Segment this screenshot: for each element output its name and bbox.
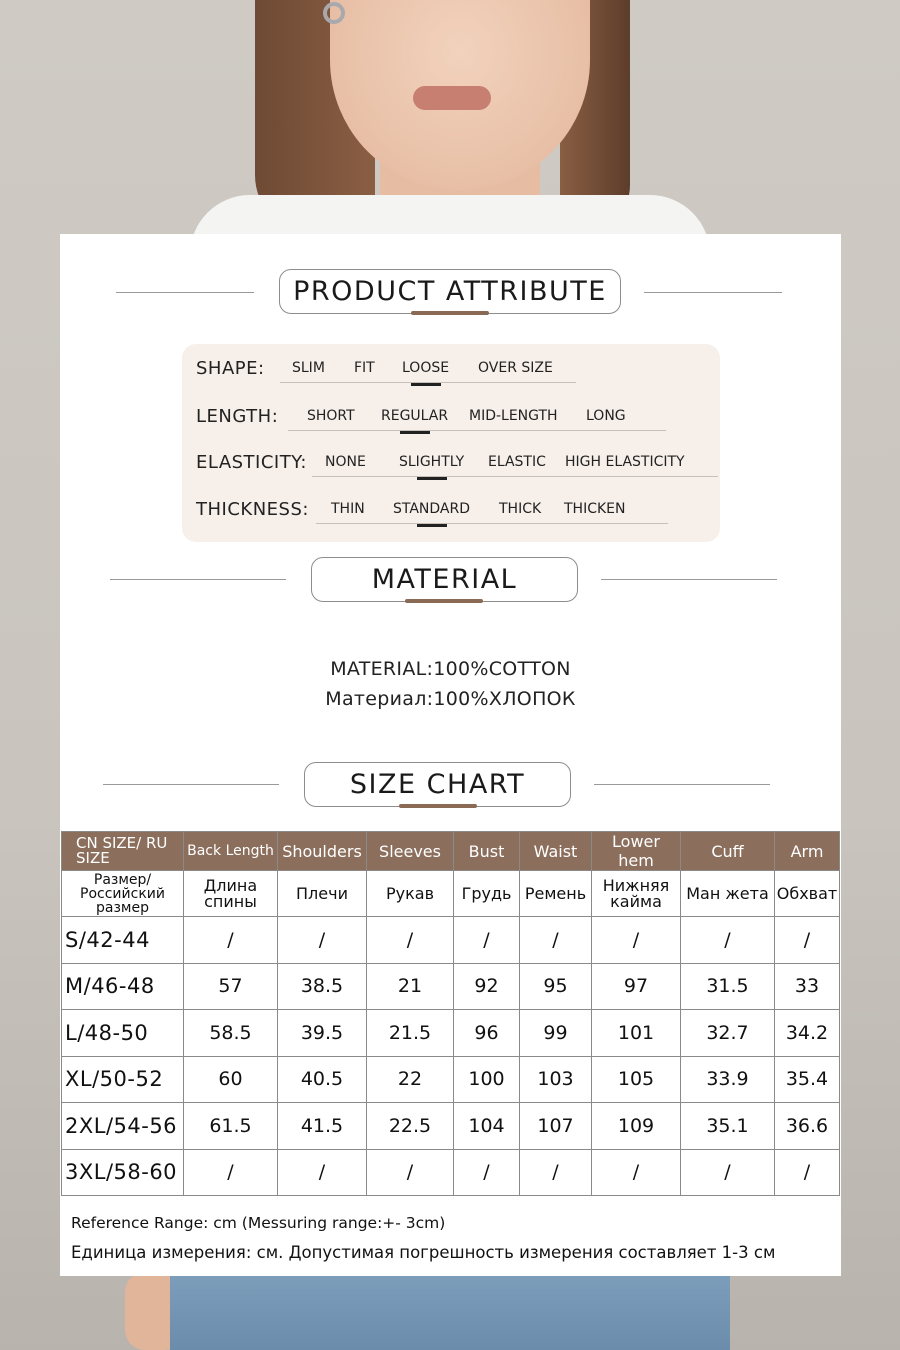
table-cell: 33.9 bbox=[681, 1056, 775, 1103]
table-row bbox=[62, 963, 840, 1010]
table-cell: 33 bbox=[775, 963, 840, 1010]
table-row bbox=[62, 1056, 840, 1103]
option: SHORT bbox=[307, 408, 355, 424]
table-cell: 35.1 bbox=[681, 1103, 775, 1150]
table-cell: 58.5 bbox=[184, 1010, 278, 1057]
table-cell: 34.2 bbox=[775, 1010, 840, 1057]
table-cell: 36.6 bbox=[775, 1103, 840, 1150]
header-rule-right bbox=[644, 292, 782, 293]
table-cell: 39.5 bbox=[278, 1010, 367, 1057]
table-cell: 35.4 bbox=[775, 1056, 840, 1103]
table-cell: 60 bbox=[184, 1056, 278, 1103]
col-header: Waist bbox=[520, 832, 592, 871]
table-cell: / bbox=[681, 917, 775, 964]
attr-underline bbox=[312, 476, 718, 477]
table-cell: / bbox=[775, 1149, 840, 1196]
attribute-title: PRODUCT ATTRIBUTE bbox=[279, 269, 621, 314]
table-cell: / bbox=[184, 917, 278, 964]
size-label-cell: 2XL/54-56 bbox=[62, 1103, 184, 1150]
header-row-ru bbox=[62, 871, 840, 917]
size-label-cell: XL/50-52 bbox=[62, 1056, 184, 1103]
table-cell: 96 bbox=[454, 1010, 520, 1057]
table-cell: 21.5 bbox=[367, 1010, 454, 1057]
material-en: MATERIAL:100%COTTON bbox=[330, 658, 571, 680]
col-header-ru: Рукав bbox=[367, 871, 454, 917]
option: THICKEN bbox=[564, 501, 626, 517]
option: LONG bbox=[586, 408, 626, 424]
header-rule-left bbox=[110, 579, 286, 580]
col-header-ru: Ремень bbox=[520, 871, 592, 917]
table-row bbox=[62, 917, 840, 964]
table-cell: 61.5 bbox=[184, 1103, 278, 1150]
col-header-ru: Размер/ Российский размер bbox=[62, 871, 184, 917]
attr-label: THICKNESS: bbox=[196, 499, 309, 520]
title-accent bbox=[399, 804, 477, 808]
size-label-cell: L/48-50 bbox=[62, 1010, 184, 1057]
table-cell: 31.5 bbox=[681, 963, 775, 1010]
table-cell: / bbox=[367, 917, 454, 964]
col-header: Lower hem bbox=[592, 832, 681, 871]
col-header-ru: Плечи bbox=[278, 871, 367, 917]
table-cell: 92 bbox=[454, 963, 520, 1010]
header-row-en bbox=[62, 832, 840, 871]
table-cell: / bbox=[592, 917, 681, 964]
col-header: CN SIZE/ RU SIZE bbox=[62, 832, 184, 871]
table-cell: / bbox=[520, 917, 592, 964]
col-header: Arm bbox=[775, 832, 840, 871]
table-cell: 57 bbox=[184, 963, 278, 1010]
option: SLIM bbox=[292, 360, 325, 376]
attr-underline bbox=[288, 430, 666, 431]
size-label-cell: M/46-48 bbox=[62, 963, 184, 1010]
table-cell: 38.5 bbox=[278, 963, 367, 1010]
size-label-cell: 3XL/58-60 bbox=[62, 1149, 184, 1196]
option: OVER SIZE bbox=[478, 360, 553, 376]
header-rule-left bbox=[103, 784, 279, 785]
size-chart-title: SIZE CHART bbox=[304, 762, 571, 807]
table-cell: 99 bbox=[520, 1010, 592, 1057]
table-cell: 103 bbox=[520, 1056, 592, 1103]
table-cell: / bbox=[278, 1149, 367, 1196]
table-cell: / bbox=[367, 1149, 454, 1196]
table-cell: 107 bbox=[520, 1103, 592, 1150]
attr-underline bbox=[316, 523, 668, 524]
table-cell: 22 bbox=[367, 1056, 454, 1103]
earring bbox=[323, 2, 345, 24]
table-row bbox=[62, 1103, 840, 1150]
attr-row-thickness bbox=[196, 497, 716, 527]
table-cell: 32.7 bbox=[681, 1010, 775, 1057]
table-cell: 104 bbox=[454, 1103, 520, 1150]
col-header-ru: Нижняя кайма bbox=[592, 871, 681, 917]
attr-label: SHAPE: bbox=[196, 358, 265, 379]
table-cell: / bbox=[775, 917, 840, 964]
option: THIN bbox=[331, 501, 365, 517]
title-accent bbox=[405, 599, 483, 603]
material-ru: Материал:100%ХЛОПОК bbox=[325, 688, 576, 710]
col-header: Cuff bbox=[681, 832, 775, 871]
col-header: Bust bbox=[454, 832, 520, 871]
col-header: Sleeves bbox=[367, 832, 454, 871]
option: NONE bbox=[325, 454, 366, 470]
table-cell: 100 bbox=[454, 1056, 520, 1103]
option: FIT bbox=[354, 360, 375, 376]
attribute-panel bbox=[182, 344, 720, 542]
table-cell: 101 bbox=[592, 1010, 681, 1057]
option-selected: STANDARD bbox=[393, 501, 471, 517]
option-selected: LOOSE bbox=[402, 360, 450, 376]
option-selected: REGULAR bbox=[381, 408, 449, 424]
size-label-cell: S/42-44 bbox=[62, 917, 184, 964]
option-selected: SLIGHTLY bbox=[399, 454, 465, 470]
col-header-ru: Обхват bbox=[775, 871, 840, 917]
info-card bbox=[60, 234, 841, 1276]
table-cell: 21 bbox=[367, 963, 454, 1010]
attr-label: ELASTICITY: bbox=[196, 452, 307, 473]
option: MID-LENGTH bbox=[469, 408, 558, 424]
jeans bbox=[170, 1270, 730, 1350]
header-rule-left bbox=[116, 292, 254, 293]
table-cell: 109 bbox=[592, 1103, 681, 1150]
option: THICK bbox=[499, 501, 542, 517]
col-header-ru: Ман жета bbox=[681, 871, 775, 917]
table-cell: / bbox=[592, 1149, 681, 1196]
table-cell: / bbox=[278, 917, 367, 964]
table-cell: 97 bbox=[592, 963, 681, 1010]
table-cell: / bbox=[681, 1149, 775, 1196]
col-header: Back Length bbox=[184, 832, 278, 871]
attr-row-length bbox=[196, 404, 716, 434]
attr-row-elasticity bbox=[196, 450, 716, 480]
table-cell: / bbox=[184, 1149, 278, 1196]
header-rule-right bbox=[594, 784, 770, 785]
col-header-ru: Длина спины bbox=[184, 871, 278, 917]
table-cell: / bbox=[520, 1149, 592, 1196]
header-rule-right bbox=[601, 579, 777, 580]
table-row bbox=[62, 1010, 840, 1057]
size-rows bbox=[62, 917, 840, 1196]
table-cell: 22.5 bbox=[367, 1103, 454, 1150]
table-cell: / bbox=[454, 1149, 520, 1196]
attr-label: LENGTH: bbox=[196, 406, 279, 427]
note-en: Reference Range: cm (Messuring range:+- 3cm) bbox=[71, 1214, 446, 1232]
table-cell: 40.5 bbox=[278, 1056, 367, 1103]
option: ELASTIC bbox=[488, 454, 546, 470]
size-chart-table bbox=[61, 831, 840, 1196]
table-cell: 41.5 bbox=[278, 1103, 367, 1150]
lips bbox=[413, 86, 491, 110]
table-cell: 105 bbox=[592, 1056, 681, 1103]
option: HIGH ELASTICITY bbox=[565, 454, 685, 470]
table-row bbox=[62, 1149, 840, 1196]
material-title: MATERIAL bbox=[311, 557, 578, 602]
table-cell: / bbox=[454, 917, 520, 964]
col-header: Shoulders bbox=[278, 832, 367, 871]
note-ru: Единица измерения: см. Допустимая погрешность измерения составляет 1-3 см bbox=[71, 1243, 776, 1262]
col-header-ru: Грудь bbox=[454, 871, 520, 917]
attr-row-shape bbox=[196, 356, 716, 386]
title-accent bbox=[411, 311, 489, 315]
table-cell: 95 bbox=[520, 963, 592, 1010]
